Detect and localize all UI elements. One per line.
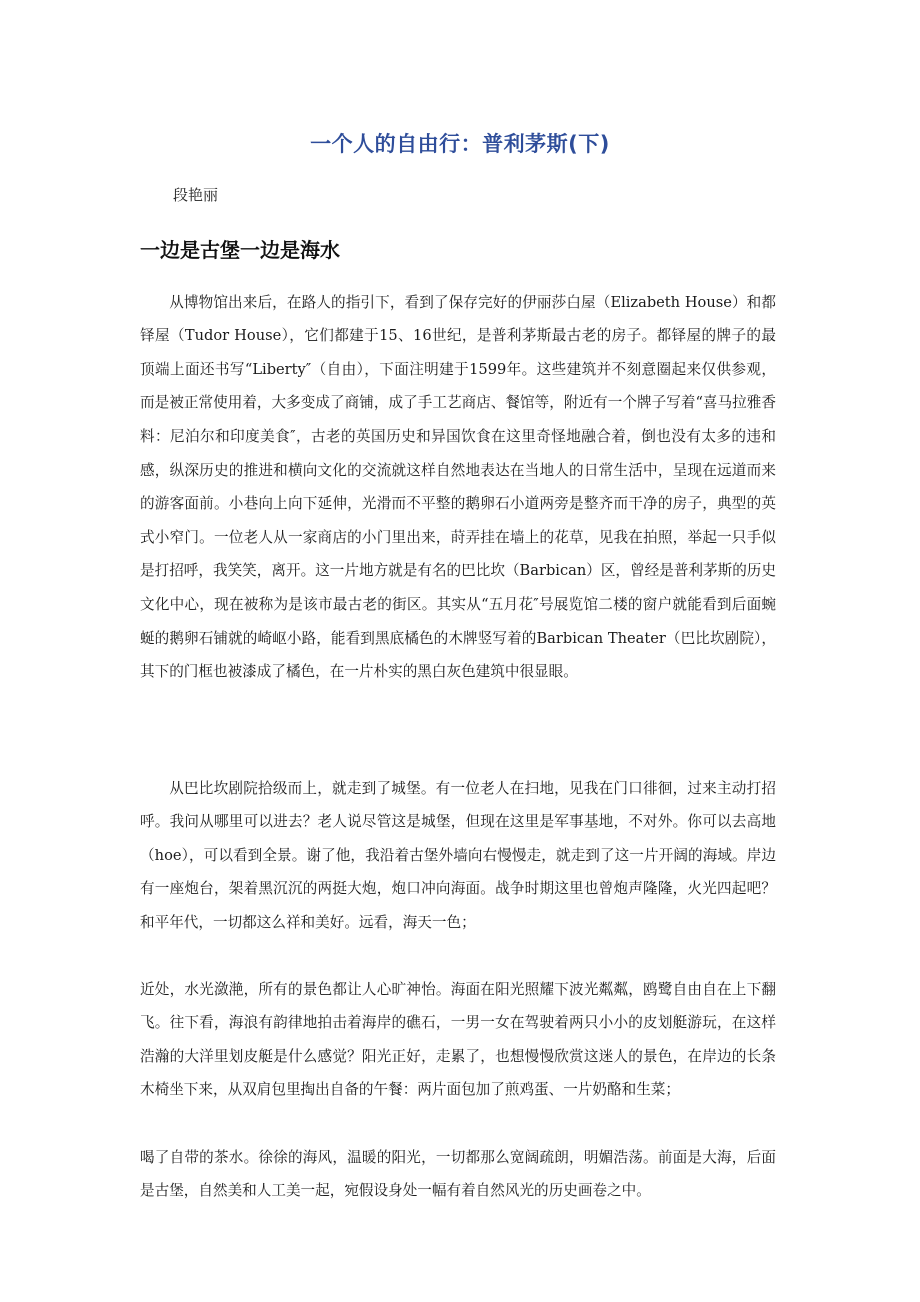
paragraph: 喝了自带的茶水。徐徐的海风，温暖的阳光，一切都那么宽阔疏朗，明媚浩荡。前面是大海，后面是古堡，自然美和人工美一起，宛假设身处一幅有着自然风光的历史画卷之中。 xyxy=(140,1148,776,1200)
paragraph: 从巴比坎剧院拾级而上，就走到了城堡。有一位老人在扫地，见我在门口徘徊，过来主动打招呼。我问从哪里可以进去？老人说尽管这是城堡，但现在这里是军事基地，不对外。你可以去高地（hoe），可以看到全景。谢了他，我沿着古堡外墙向右慢慢走，就走到了这一片开阔的海域。岸边有一座炮台，架着黑沉沉的两挺大炮，炮口冲向海面。战争时期这里也曾炮声隆隆，火光四起吧？和平年代，一切都这么祥和美好。远看，海天一色； xyxy=(140,779,776,931)
article-title: 一个人的自由行：普利茅斯(下) xyxy=(310,132,610,156)
section-heading: 一边是古堡一边是海水 xyxy=(140,238,340,262)
paragraph: 从博物馆出来后，在路人的指引下，看到了保存完好的伊丽莎白屋（Elizabeth House）和都铎屋（Tudor House），它们都建于15、16世纪，是普利茅斯最古老的房子。都铎屋的牌子的最顶端上面还书写“Liberty″（自由），下面注明建于1599年。这些建筑并不刻意圈起来仅供参观，而是被正常使用着，大多变成了商铺，成了手工艺商店、餐馆等，附近有一个牌子写着“喜马拉雅香料：尼泊尔和印度美食″，古老的英国历史和异国饮食在这里奇怪地融合着，倒也没有太多的违和感，纵深历史的推进和横向文化的交流就这样自然地表达在当地人的日常生活中，呈现在远道而来的游客面前。小巷向上向下延伸，光滑而不平整的鹅卵石小道两旁是整齐而干净的房子，典型的英式小窄门。一位老人从一家商店的小门里出来，莳弄挂在墙上的花草，见我在拍照，举起一只手似是打招呼，我笑笑，离开。这一片地方就是有名的巴比坎（Barbican）区，曾经是普利茅斯的历史文化中心，现在被称为是该市最古老的街区。其实从“五月花″号展览馆二楼的窗户就能看到后面蜿蜒的鹅卵石铺就的崎岖小路，能看到黑底橘色的木牌竖写着的Barbican Theater（巴比坎剧院），其下的门框也被漆成了橘色，在一片朴实的黑白灰色建筑中很显眼。 xyxy=(140,293,776,681)
author-name: 段艳丽 xyxy=(173,186,219,204)
paragraph: 近处，水光潋滟，所有的景色都让人心旷神怡。海面在阳光照耀下波光粼粼，鸥鹭自由自在上下翻飞。往下看，海浪有韵律地拍击着海岸的礁石，一男一女在驾驶着两只小小的皮划艇游玩，在这样浩瀚的大洋里划皮艇是什么感觉？阳光正好，走累了，也想慢慢欣赏这迷人的景色，在岸边的长条木椅坐下来，从双肩包里掏出自备的午餐：两片面包加了煎鸡蛋、一片奶酪和生菜； xyxy=(140,980,776,1099)
